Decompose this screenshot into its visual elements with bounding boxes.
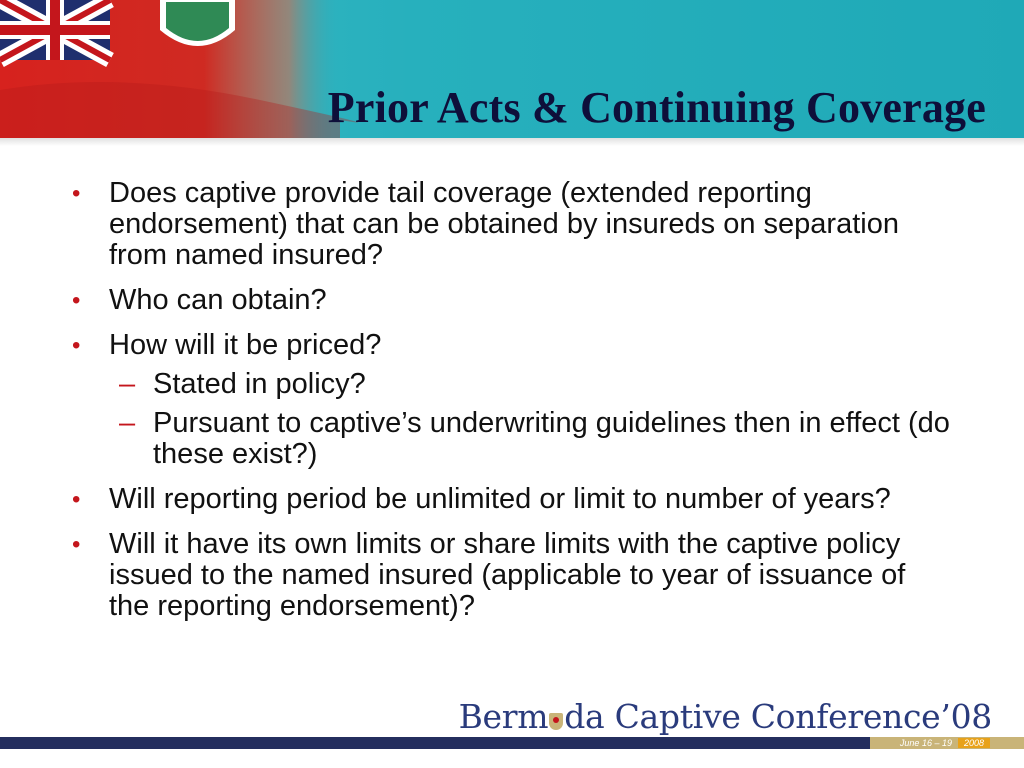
bullet-text: How will it be priced?	[109, 329, 382, 361]
bullet-list	[70, 178, 950, 636]
bullet-marker: •	[72, 531, 81, 558]
slide-header	[0, 0, 1024, 138]
logo-text-end: da Captive Conference’08	[564, 697, 992, 736]
logo-text-start: Berm	[458, 697, 549, 736]
bullet-text: Does captive provide tail coverage (extended reporting endorsement) that can be obtained by insureds on separation from named insured?	[109, 177, 899, 271]
sub-bullet-marker: –	[119, 368, 136, 400]
sub-bullet-marker: –	[119, 407, 136, 439]
bullet-marker: •	[72, 332, 81, 359]
slide-title: Prior Acts & Continuing Coverage	[327, 83, 986, 132]
sub-bullet-item	[70, 369, 950, 400]
bermuda-crest-icon	[549, 713, 563, 730]
conference-year: 2008	[958, 738, 990, 748]
bullet-item	[70, 178, 950, 271]
bullet-text: Will it have its own limits or share limits with the captive policy issued to the named insured (applicable to year of issuance of the reporting endorsement)?	[109, 528, 906, 622]
bullet-marker: •	[72, 486, 81, 513]
bullet-item	[70, 529, 950, 622]
bullet-item	[70, 484, 950, 515]
bullet-marker: •	[72, 180, 81, 207]
date-range: June 16 – 19	[899, 738, 952, 748]
sub-bullet-text: Stated in policy?	[153, 368, 366, 400]
bullet-item	[70, 330, 950, 361]
bullet-marker: •	[72, 287, 81, 314]
bullet-text: Who can obtain?	[109, 284, 327, 316]
sub-bullet-text: Pursuant to captive’s underwriting guidelines then in effect (do these exist?)	[153, 407, 950, 470]
bullet-item	[70, 285, 950, 316]
sub-bullet-item	[70, 408, 950, 470]
bullet-text: Will reporting period be unlimited or limit to number of years?	[109, 483, 891, 515]
conference-dates	[900, 737, 990, 749]
conference-logo	[459, 697, 992, 736]
sub-bullet-list	[70, 369, 950, 470]
header-divider	[0, 138, 1024, 146]
